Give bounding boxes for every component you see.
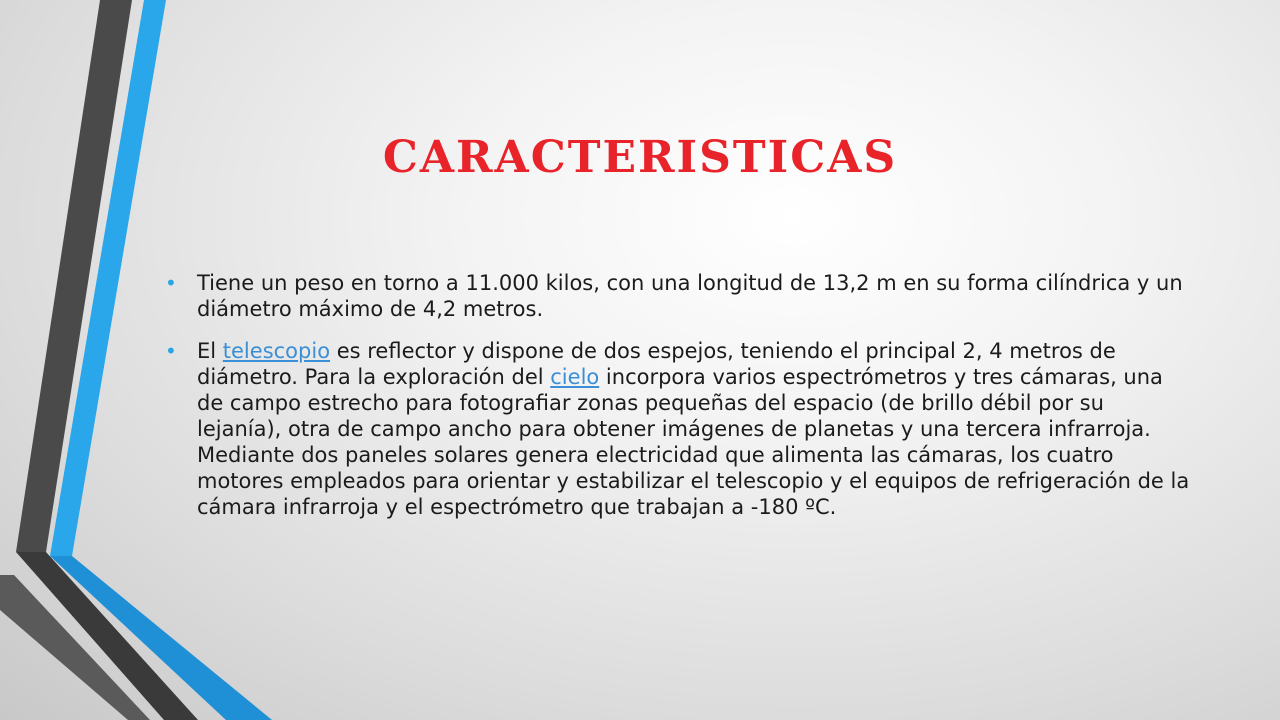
slide-title: CARACTERISTICAS (382, 132, 898, 183)
telescopio-link[interactable]: telescopio (222, 339, 331, 363)
bullet-text-part1: El (197, 339, 223, 363)
bullet-text-part3: incorpora varios espectrómetros y tres cámaras, una de campo estrecho para fotografiar zonas pequeñas del espacio (de brillo débil por su lejanía), otra de campo ancho para obtener imágenes de planetas y una tercera infrarroja. Mediante dos paneles solares genera electricidad que alimenta las cámaras, los cuatro motores empleados para orientar y estabilizar el telescopio y el equipos de refrigeración de la cámara infrarroja y el espectrómetro que trabajan a -180 ºC. (197, 365, 1190, 519)
bullet-item-weight (160, 270, 1190, 322)
bullet-text: Tiene un peso en torno a 11.000 kilos, con una longitud de 13,2 m en su forma cilíndrica y un diámetro máximo de 4,2 metros. (197, 271, 1183, 321)
bullet-dot-icon: • (165, 271, 177, 295)
bullet-text-part2: es reflector y dispone de dos espejos, teniendo el principal 2, 4 metros de diámetro. Para la exploración del (197, 339, 1116, 389)
cielo-link[interactable]: cielo (550, 365, 600, 389)
bullet-dot-icon: • (165, 339, 177, 363)
bullet-list (160, 270, 1190, 536)
bullet-item-telescope (160, 338, 1190, 520)
